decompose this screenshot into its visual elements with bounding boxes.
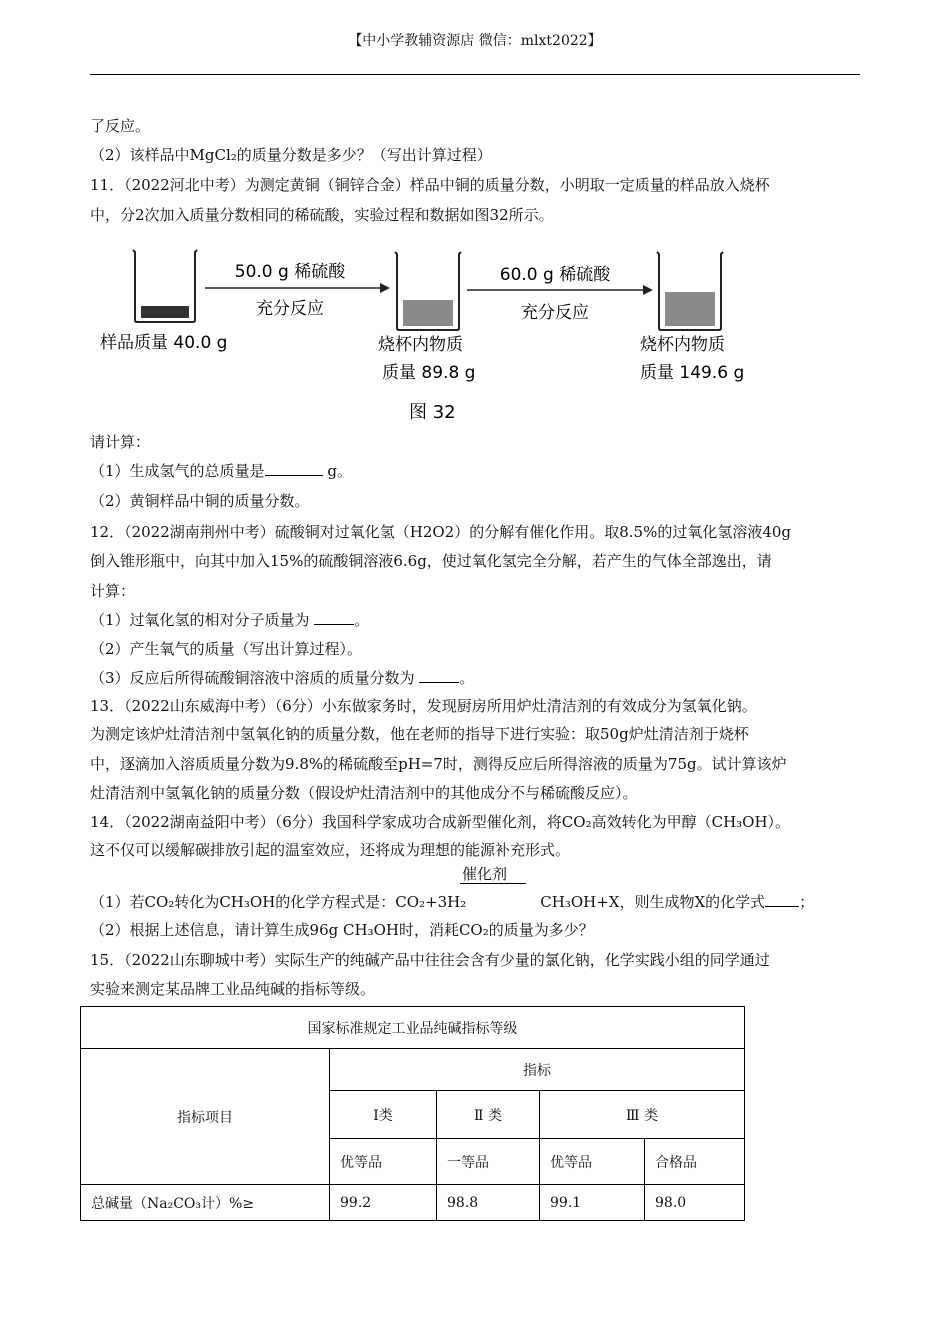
table-cell: 99.1	[540, 1185, 645, 1221]
question-14-line: 14．（2022湖南益阳中考）（6分）我国科学家成功合成新型催化剂，将CO₂高效转化为甲醇（CH₃OH）。	[90, 813, 791, 831]
answer-blank[interactable]	[265, 461, 323, 476]
beaker-3-liquid	[665, 292, 715, 326]
table-cell: 99.2	[330, 1185, 437, 1221]
table-grade: 合格品	[645, 1139, 745, 1185]
table-class-2: Ⅱ 类	[437, 1091, 540, 1139]
answer-blank[interactable]	[419, 668, 459, 683]
text-line: 实验来测定某品牌工业品纯碱的指标等级。	[90, 980, 376, 998]
text-line: （2）该样品中MgCl₂的质量分数是多少？（写出计算过程）	[90, 146, 492, 164]
beaker-3-label-line2: 质量 149.6 g	[640, 363, 745, 383]
beaker-2-label-line2: 质量 89.8 g	[382, 363, 476, 383]
arrow-1	[205, 283, 390, 293]
arrow-1-top-label: 50.0 g 稀硫酸	[234, 262, 346, 282]
text-line: 为测定该炉灶清洁剂中氢氧化钠的质量分数，他在老师的指导下进行实验：取50g炉灶清洁剂于烧杯	[90, 725, 749, 743]
question-14-part-1: （1）若CO₂转化为CH₃OH的化学方程式是：CO₂+3H₂ CH₃OH+X，则生成物X的化学式 ；	[90, 893, 815, 911]
beaker-2-liquid	[403, 300, 453, 326]
catalyst-label: 催化剂	[462, 865, 508, 883]
table-grade: 优等品	[540, 1139, 645, 1185]
arrow-2-top-label: 60.0 g 稀硫酸	[499, 265, 611, 285]
beaker-2-label-line1: 烧杯内物质	[378, 335, 463, 355]
text-line: （2）根据上述信息，请计算生成96g CH₃OH时，消耗CO₂的质量为多少？	[90, 921, 594, 939]
table-title: 国家标准规定工业品纯碱指标等级	[81, 1007, 745, 1049]
standard-table	[80, 1006, 745, 1221]
header-divider	[90, 74, 860, 75]
question-12-part-3: （3）反应后所得硫酸铜溶液中溶质的质量分数为 。	[90, 669, 475, 687]
arrow-1-bottom-label: 充分反应	[256, 299, 324, 319]
reaction-arrow-line	[460, 883, 526, 884]
question-12-line: 12．（2022湖南荆州中考）硫酸铜对过氧化氢（H2O2）的分解有催化作用。取8.5%的过氧化氢溶液40g	[90, 523, 792, 541]
text-line: 计算：	[90, 582, 136, 600]
page-header: 【中小学教辅资源店 微信：mlxt2022】	[348, 33, 602, 49]
text-line: 了反应。	[90, 117, 151, 135]
table-class-1: Ⅰ类	[330, 1091, 437, 1139]
question-11-line: 11．（2022河北中考）为测定黄铜（铜锌合金）样品中铜的质量分数，小明取一定质量的样品放入烧杯	[90, 176, 770, 194]
question-11-part-1: （1）生成氢气的总质量是 g。	[90, 462, 352, 480]
table-grade: 一等品	[437, 1139, 540, 1185]
text-line: （2）产生氧气的质量（写出计算过程）。	[90, 640, 363, 658]
text-line: 倒入锥形瓶中，向其中加入15%的硫酸铜溶液6.6g，使过氧化氢完全分解，若产生的气体全部逸出，请	[90, 552, 772, 570]
experiment-figure	[95, 238, 775, 428]
answer-blank[interactable]	[314, 610, 354, 625]
text-line: 灶清洁剂中氢氧化钠的质量分数（假设炉灶清洁剂中的其他成分不与稀硫酸反应）。	[90, 784, 638, 802]
sample-mass-label: 样品质量 40.0 g	[100, 333, 228, 353]
text-line: 这不仅可以缓解碳排放引起的温室效应，还将成为理想的能源补充形式。	[90, 841, 571, 859]
arrow-2	[467, 285, 653, 295]
text-line: 中，分2次加入质量分数相同的稀硫酸，实验过程和数据如图32所示。	[90, 206, 554, 224]
text-line: 中，逐滴加入溶质质量分数为9.8%的稀硫酸至pH=7时，测得反应后所得溶液的质量为75g。试计算该炉	[90, 755, 787, 773]
table-item-header: 指标项目	[81, 1049, 330, 1185]
table-index-header: 指标	[330, 1049, 745, 1091]
table-cell: 98.8	[437, 1185, 540, 1221]
text-line: （2）黄铜样品中铜的质量分数。	[90, 492, 310, 510]
answer-blank[interactable]	[765, 892, 799, 907]
sample-granules	[141, 306, 189, 318]
beaker-3-label-line1: 烧杯内物质	[640, 335, 725, 355]
text-line: 请计算：	[90, 433, 151, 451]
table-grade: 优等品	[330, 1139, 437, 1185]
question-15-line: 15．（2022山东聊城中考）实际生产的纯碱产品中往往会含有少量的氯化钠，化学实践小组的同学通过	[90, 951, 770, 969]
question-13-line: 13．（2022山东威海中考）（6分）小东做家务时，发现厨房所用炉灶清洁剂的有效成分为氢氧化钠。	[90, 697, 757, 715]
arrow-2-bottom-label: 充分反应	[521, 303, 589, 323]
table-cell: 98.0	[645, 1185, 745, 1221]
table-row-label: 总碱量（Na₂CO₃计）%≥	[81, 1185, 330, 1221]
question-12-part-1: （1）过氧化氢的相对分子质量为 。	[90, 611, 370, 629]
table-class-3: Ⅲ 类	[540, 1091, 745, 1139]
figure-caption: 图 32	[409, 402, 456, 423]
